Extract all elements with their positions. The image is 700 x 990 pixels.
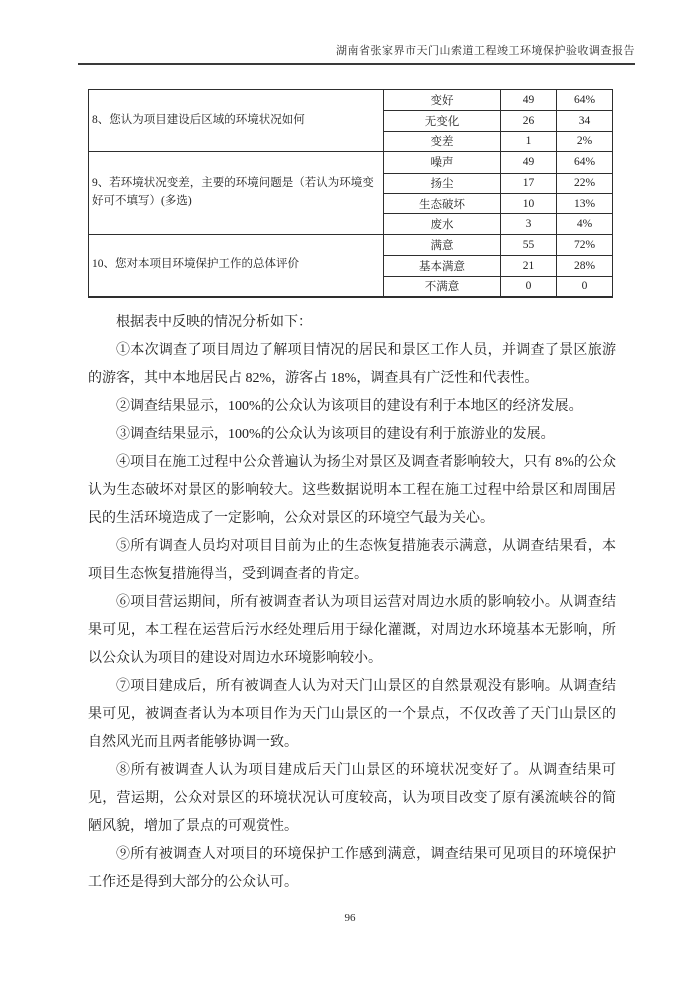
percent-cell: 28% [573, 259, 596, 272]
option-row [384, 131, 612, 151]
option-row [384, 110, 612, 130]
question-cell: 8、您认为项目建设后区域的环境状况如何 [89, 90, 384, 151]
analysis-paragraph: ⑧所有被调查人认为项目建成后天门山景区的环境状况变好了。从调查结果可见，营运期，公众对景区的环境状况认可度较高，认为项目改变了原有溪流峡谷的简陋风貌，增加了景点的可观赏性。 [88, 763, 616, 834]
analysis-paragraph: ⑥项目营运期间，所有被调查者认为项目运营对周边水质的影响较小。从调查结果可见，本工程在运营后污水经处理后用于绿化灌溉，对周边水环境基本无影响，所以公众认为项目的建设对周边水环境影响较小。 [88, 595, 616, 666]
count-cell: 49 [501, 152, 557, 172]
count-cell: 26 [501, 111, 557, 130]
option-row [384, 173, 612, 193]
count-cell: 0 [501, 277, 557, 296]
option-cell: 变差 [384, 132, 501, 151]
analysis-paragraph: ③调查结果显示，100%的公众认为该项目的建设有利于旅游业的发展。 [116, 427, 555, 442]
option-cell: 不满意 [384, 277, 501, 296]
count-cell: 10 [501, 194, 557, 213]
survey-table [88, 89, 613, 298]
option-cell: 变好 [384, 90, 501, 110]
analysis-paragraph: ①本次调查了项目周边了解项目情况的居民和景区工作人员，并调查了景区旅游的游客，其中本地居民占 82%，游客占 18%，调查具有广泛性和代表性。 [88, 343, 616, 386]
percent-cell: 4% [576, 218, 593, 231]
percent-cell: 64% [573, 94, 596, 107]
table-row [89, 234, 612, 296]
percent-cell: 22% [573, 177, 596, 190]
option-row [384, 193, 612, 213]
question-cell: 9、若环境状况变差，主要的环境问题是（若认为环境变好可不填写）(多选) [89, 152, 384, 234]
analysis-paragraph: ④项目在施工过程中公众普遍认为扬尘对景区及调查者影响较大，只有 8%的公众认为生态破坏对景区的影响较大。这些数据说明本工程在施工过程中给景区和周围居民的生活环境造成了一定影响，公众对景区的环境空气最为关心。 [88, 455, 616, 526]
percent-cell: 64% [573, 156, 596, 169]
count-cell: 21 [501, 256, 557, 275]
option-row [384, 276, 612, 296]
analysis-paragraph: ⑦项目建成后，所有被调查人认为对天门山景区的自然景观没有影响。从调查结果可见，被调查者认为本项目作为天门山景区的一个景点，不仅改善了天门山景区的自然风光而且两者能够协调一致。 [88, 679, 616, 750]
option-row [384, 213, 612, 233]
running-title: 湖南省张家界市天门山索道工程竣工环境保护验收调查报告 [336, 45, 635, 57]
table-row [89, 90, 612, 151]
count-cell: 17 [501, 174, 557, 193]
page-number: 96 [344, 912, 356, 924]
count-cell: 55 [501, 235, 557, 255]
option-cell: 生态破坏 [384, 194, 501, 213]
count-cell: 1 [501, 132, 557, 151]
percent-cell: 2% [576, 135, 593, 148]
count-cell: 49 [501, 90, 557, 110]
analysis-paragraph: ⑤所有调查人员均对项目目前为止的生态恢复措施表示满意，从调查结果看，本项目生态恢复措施得当，受到调查者的肯定。 [88, 539, 616, 582]
option-row [384, 255, 612, 275]
analysis-intro: 根据表中反映的情况分析如下： [116, 315, 312, 330]
analysis-paragraph: ②调查结果显示，100%的公众认为该项目的建设有利于本地区的经济发展。 [116, 399, 583, 414]
option-cell: 基本满意 [384, 256, 501, 275]
option-row [384, 235, 612, 255]
question-cell: 10、您对本项目环境保护工作的总体评价 [89, 235, 384, 296]
option-cell: 无变化 [384, 111, 501, 130]
percent-cell: 13% [573, 197, 596, 210]
percent-cell: 34 [578, 115, 591, 128]
option-row [384, 90, 612, 110]
analysis-body [88, 309, 616, 897]
option-cell: 满意 [384, 235, 501, 255]
percent-cell: 72% [573, 238, 596, 251]
option-cell: 扬尘 [384, 174, 501, 193]
table-row [89, 151, 612, 234]
page-header [78, 42, 635, 65]
count-cell: 3 [501, 214, 557, 233]
option-cell: 噪声 [384, 152, 501, 172]
option-row [384, 152, 612, 172]
option-cell: 废水 [384, 214, 501, 233]
percent-cell: 0 [581, 280, 588, 293]
analysis-paragraph: ⑨所有被调查人对项目的环境保护工作感到满意，调查结果可见项目的环境保护工作还是得到大部分的公众认可。 [88, 847, 616, 890]
